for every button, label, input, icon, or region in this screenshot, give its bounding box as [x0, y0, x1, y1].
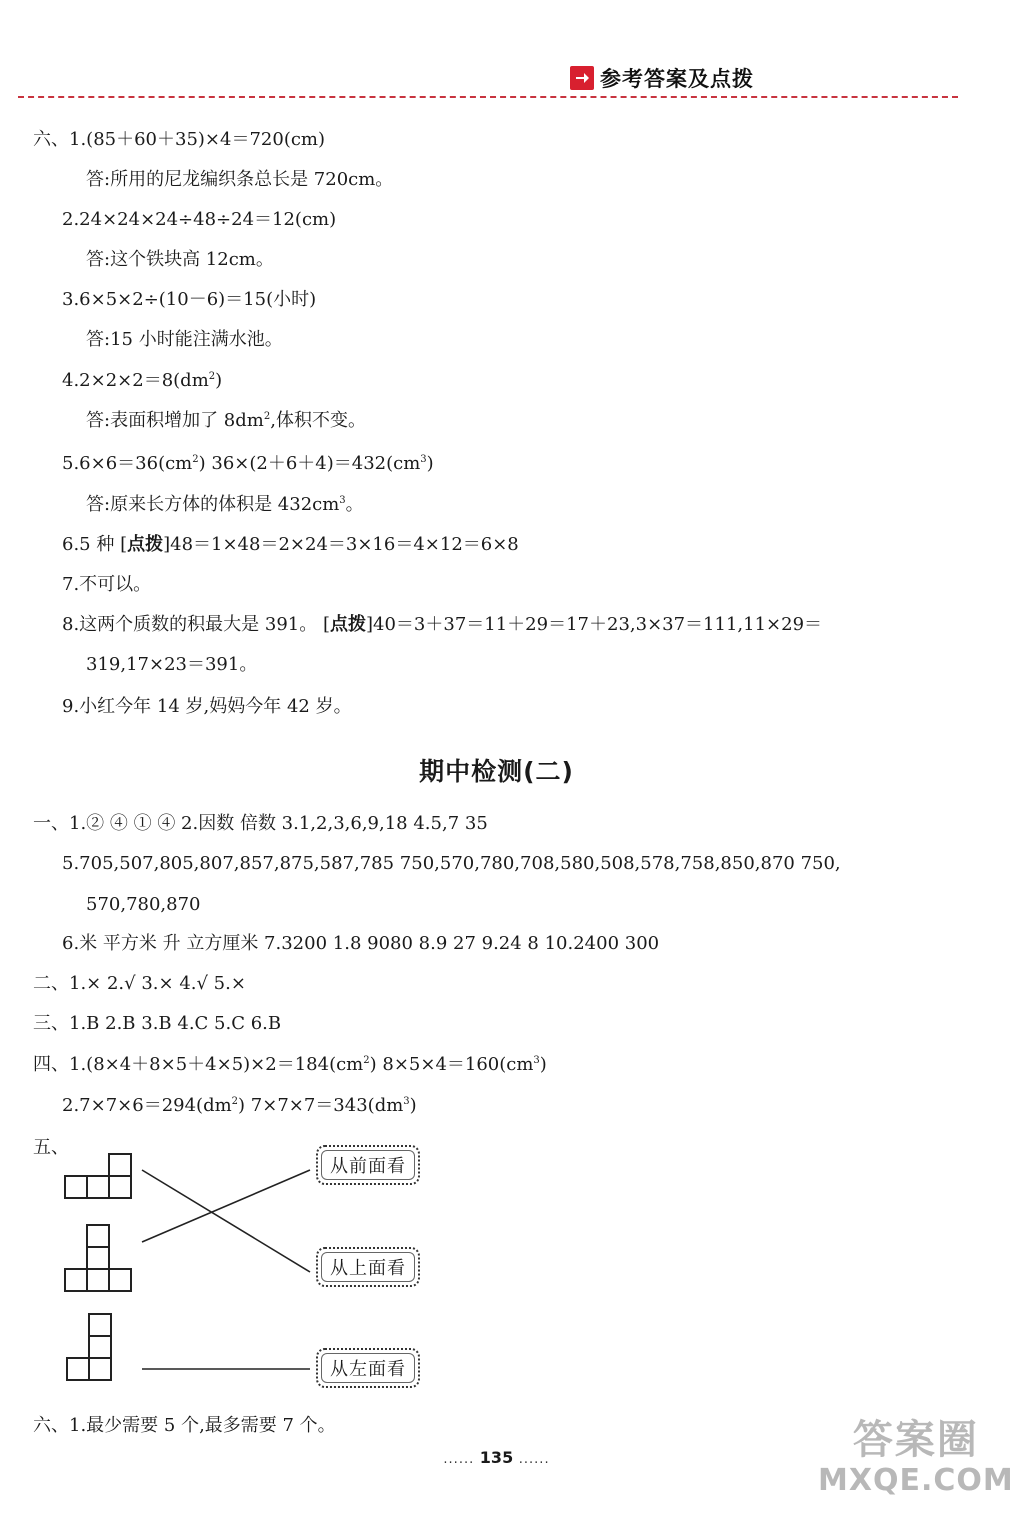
answer-line: 答:所用的尼龙编织条总长是 720cm。	[86, 169, 394, 190]
header-title: 参考答案及点拨	[600, 67, 754, 91]
answer-line: 答:15 小时能注满水池。	[86, 329, 283, 350]
watermark-logo: 答案圈 MXQE.COM	[818, 1417, 1014, 1498]
answer-line: 四、$1.(8\times 4+8\times 5+4\times 5)\times 2=184(cm^2)$ $8\times 5\times 4=160(cm^3)$	[33, 1054, 547, 1075]
answer-line: 570,780,870	[86, 894, 201, 915]
match-line	[142, 1170, 310, 1272]
top-view-shape	[65, 1225, 131, 1291]
arrow-right-icon	[570, 66, 594, 90]
header-divider	[18, 96, 958, 98]
front-view-shape	[65, 1154, 131, 1198]
page-header	[570, 62, 754, 94]
hint-label: 点拨	[127, 534, 164, 555]
answer-line: 三、1.B 2.B 3.B 4.C 5.C 6.B	[33, 1013, 282, 1034]
view-matching-figure	[0, 1140, 330, 1400]
answer-line: $5.6\times 6=36(cm^2)$ $36\times(2+6+4)=432(cm^3)$	[62, 453, 434, 474]
answer-line: 答:原来长方体的体积是 $432cm^3$。	[86, 494, 364, 515]
answer-line: 一、1.② ④ ① ④ 2.因数 倍数 3.1,2,3,6,9,18 4.5,7 35	[33, 813, 488, 834]
answer-line: 9.小红今年 14 岁,妈妈今年 42 岁。	[62, 696, 352, 717]
side-view-shape	[67, 1314, 111, 1380]
view-label-top: 从上面看	[316, 1247, 420, 1287]
match-line	[142, 1170, 310, 1242]
answer-line: $2.7\times 7\times 6=294(dm^2)$ $7\times 7\times 7=343(dm^3)$	[62, 1095, 417, 1116]
answer-line: 5.705,507,805,807,857,875,587,785 750,570,780,708,580,508,578,758,850,870 750,	[62, 853, 841, 874]
section-label: 五、	[33, 1137, 69, 1158]
view-label-left: 从左面看	[316, 1348, 420, 1388]
page-number: ...... 135 ......	[443, 1448, 550, 1467]
answer-line: 6.5 种 [点拨]48＝1×48＝2×24＝3×16＝4×12＝6×8	[62, 534, 519, 555]
answer-line: 319,17×23＝391。	[86, 654, 258, 675]
answer-line: 答:这个铁块高 12cm。	[86, 249, 274, 270]
answer-line: 7.不可以。	[62, 574, 152, 595]
answer-line: $4.2\times 2\times 2=8(dm^2)$	[62, 370, 223, 391]
answer-line: 3.6×5×2÷(10－6)＝15(小时)	[62, 289, 317, 310]
answer-line: 六、1.最少需要 5 个,最多需要 7 个。	[33, 1415, 336, 1436]
section-title: 期中检测(二)	[419, 757, 574, 786]
answer-line: 答:表面积增加了 $8dm^2$,体积不变。	[86, 410, 366, 431]
view-label-front: 从前面看	[316, 1145, 420, 1185]
answer-line: 六、1.(85＋60＋35)×4＝720(cm)	[33, 129, 326, 150]
answer-line: 2.24×24×24÷48÷24＝12(cm)	[62, 209, 337, 230]
answer-line: 二、1.× 2.√ 3.× 4.√ 5.×	[33, 973, 246, 994]
answer-line: 8.这两个质数的积最大是 391。 [点拨]40＝3＋37＝11＋29＝17＋23,3×37＝111,11×29＝	[62, 614, 823, 635]
answer-line: 6.米 平方米 升 立方厘米 7.3200 1.8 9080 8.9 27 9.24 8 10.2400 300	[62, 933, 660, 954]
hint-label: 点拨	[330, 614, 366, 635]
